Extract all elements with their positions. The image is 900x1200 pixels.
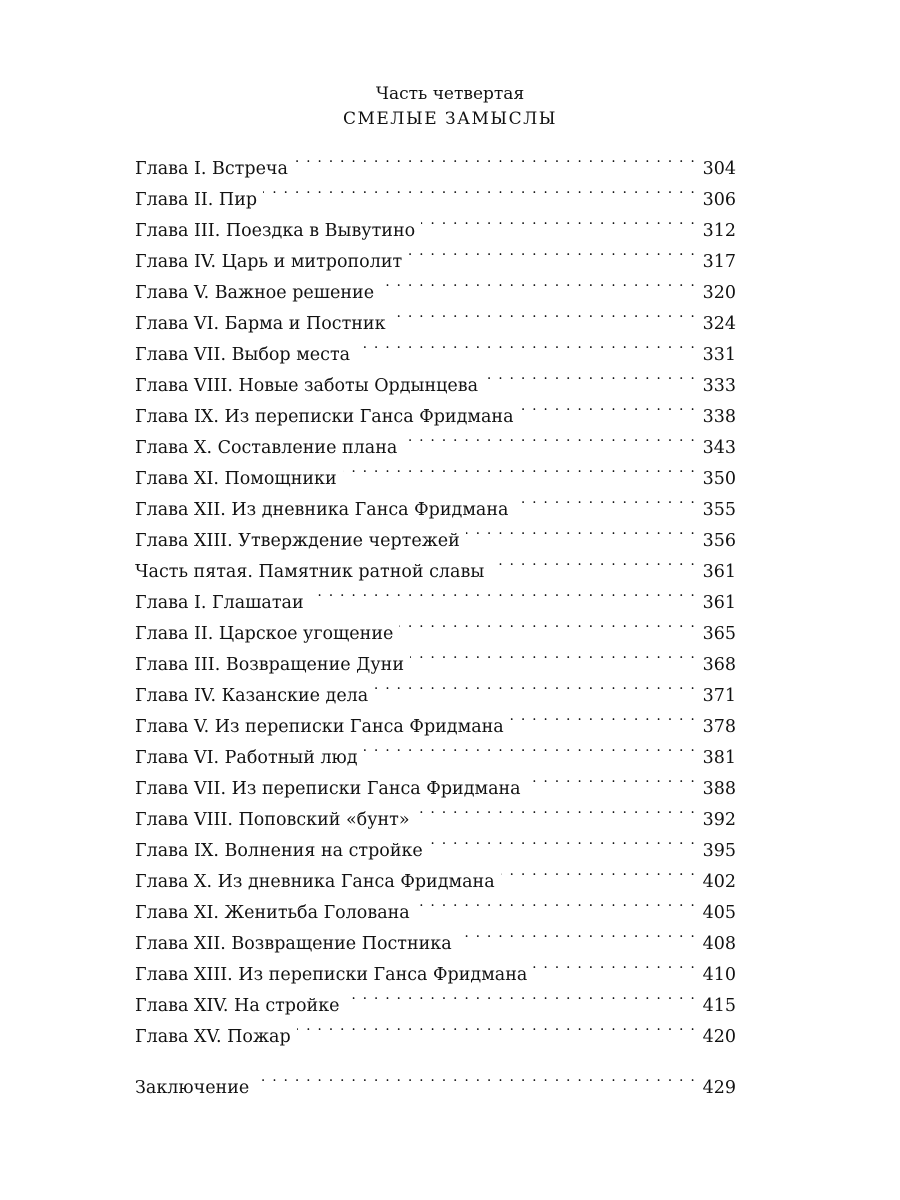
toc-entry-title: Глава XV. Пожар: [135, 1027, 291, 1047]
toc-entry-title: Глава X. Составление плана: [135, 438, 398, 458]
toc-entry-title: Глава XIII. Из переписки Ганса Фридмана: [135, 965, 528, 985]
dot-leader: [364, 732, 696, 763]
dot-leader: [408, 236, 696, 267]
toc-entry-title: Глава XIV. На стройке: [135, 996, 340, 1016]
toc-entry-title: Глава V. Важное решение: [135, 283, 375, 303]
toc-entry-page: 320: [702, 283, 736, 303]
toc-entry-title: Глава VIII. Поповский «бунт»: [135, 810, 410, 830]
dot-leader: [297, 1011, 696, 1042]
toc-entry-title: Глава VI. Барма и Постник: [135, 314, 386, 334]
dot-leader: [356, 329, 696, 360]
toc-entry-title: Глава XIII. Утверждение чертежей: [135, 531, 460, 551]
toc-entry-title: Глава III. Возвращение Дуни: [135, 655, 405, 675]
dot-leader: [458, 918, 696, 949]
dot-leader: [514, 484, 696, 515]
dot-leader: [520, 391, 696, 422]
toc-entry-page: 333: [702, 376, 736, 396]
dot-leader: [399, 608, 696, 639]
toc-entry-title: Глава XII. Возвращение Постника: [135, 934, 452, 954]
toc-entry-title: Глава XII. Из дневника Ганса Фридмана: [135, 500, 509, 520]
toc-entry-title: Глава VI. Работный люд: [135, 748, 358, 768]
table-of-contents: [135, 143, 736, 1098]
toc-entry-page: 355: [702, 500, 736, 520]
toc-entry-page: 410: [702, 965, 736, 985]
toc-entry-page: 331: [702, 345, 736, 365]
dot-leader: [416, 794, 696, 825]
dot-leader: [484, 360, 696, 391]
toc-entry-page: 306: [702, 190, 736, 210]
toc-entry-page: 378: [702, 717, 736, 737]
toc-entry-page: 361: [702, 593, 736, 613]
toc-entry-page: 312: [702, 221, 736, 241]
toc-entry-title: Глава II. Царское угощение: [135, 624, 394, 644]
dot-leader: [490, 546, 696, 577]
part-label: Часть четвертая: [375, 84, 525, 104]
toc-entry-title: Глава V. Из переписки Ганса Фридмана: [135, 717, 504, 737]
toc-entry-page: 429: [702, 1078, 736, 1098]
toc-entry-title: Глава III. Поездка в Вывутино: [135, 221, 416, 241]
dot-leader: [510, 701, 696, 732]
toc-entry-page: 304: [702, 159, 736, 179]
dot-leader: [421, 205, 696, 236]
toc-entry-page: 368: [702, 655, 736, 675]
toc-entry-title: Глава VII. Выбор места: [135, 345, 351, 365]
toc-entry-page: 405: [702, 903, 736, 923]
toc-entry-title: Глава IV. Казанские дела: [135, 686, 369, 706]
toc-entry-page: 371: [702, 686, 736, 706]
toc-entry-conclusion: [135, 1062, 736, 1098]
dot-leader: [374, 670, 696, 701]
toc-entry-page: 388: [702, 779, 736, 799]
dot-leader: [392, 298, 696, 329]
dot-leader: [416, 887, 696, 918]
toc-entry-page: 408: [702, 934, 736, 954]
toc-entry-title: Глава XI. Помощники: [135, 469, 337, 489]
toc-entry-page: 361: [702, 562, 736, 582]
toc-entry-title: Заключение: [135, 1078, 250, 1098]
dot-leader: [346, 980, 697, 1011]
toc-entry-title: Глава XI. Женитьба Голована: [135, 903, 410, 923]
toc-entry-title: Глава I. Глашатаи: [135, 593, 304, 613]
toc-entry-page: 356: [702, 531, 736, 551]
dot-leader: [501, 856, 696, 887]
toc-entry-page: 392: [702, 810, 736, 830]
toc-entry-title: Глава X. Из дневника Ганса Фридмана: [135, 872, 495, 892]
toc-entry-page: 317: [702, 252, 736, 272]
dot-leader: [343, 453, 696, 484]
dot-leader: [294, 143, 696, 174]
toc-entry-page: 350: [702, 469, 736, 489]
dot-leader: [466, 515, 696, 546]
toc-entry-page: 338: [702, 407, 736, 427]
toc-entry: [135, 143, 736, 179]
toc-entry-title: Глава II. Пир: [135, 190, 258, 210]
toc-entry-page: 324: [702, 314, 736, 334]
toc-entry-page: 420: [702, 1027, 736, 1047]
toc-entry-title: Глава IX. Волнения на стройке: [135, 841, 423, 861]
dot-leader: [380, 267, 696, 298]
toc-entry-title: Глава VII. Из переписки Ганса Фридмана: [135, 779, 521, 799]
toc-entry-page: 343: [702, 438, 736, 458]
dot-leader: [410, 639, 696, 670]
toc-entry-page: 395: [702, 841, 736, 861]
dot-leader: [255, 1062, 696, 1093]
dot-leader: [403, 422, 696, 453]
toc-entry-title: Глава IV. Царь и митрополит: [135, 252, 403, 272]
toc-entry-page: 415: [702, 996, 736, 1016]
toc-entry-title: Часть пятая. Памятник ратной славы: [135, 562, 485, 582]
toc-entry-title: Глава I. Встреча: [135, 159, 288, 179]
toc-entry-title: Глава VIII. Новые заботы Ордынцева: [135, 376, 479, 396]
dot-leader: [429, 825, 696, 856]
toc-entry-title: Глава IX. Из переписки Ганса Фридмана: [135, 407, 514, 427]
toc-entry-page: 381: [702, 748, 736, 768]
dot-leader: [263, 174, 696, 205]
dot-leader: [527, 763, 696, 794]
toc-entry-page: 402: [702, 872, 736, 892]
dot-leader: [310, 577, 696, 608]
dot-leader: [533, 949, 696, 980]
toc-entry-page: 365: [702, 624, 736, 644]
section-title: СМЕЛЫЕ ЗАМЫСЛЫ: [342, 109, 558, 129]
